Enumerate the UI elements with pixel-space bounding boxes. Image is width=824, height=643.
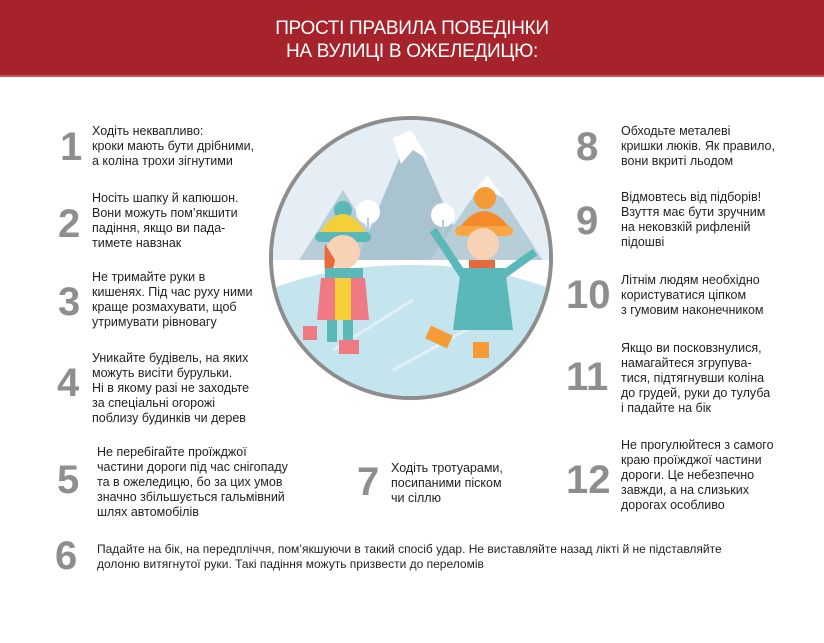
rule-text: Ходіть тротуарами, посипаними піском чи сіллю: [391, 461, 503, 505]
header-banner: [0, 0, 824, 75]
rule-text: Не тримайте руки в кишенях. Під час руху ними краще розмахувати, щоб утримувати рівновагу: [92, 270, 253, 329]
rule-text: Обходьте металеві кришки люків. Як правило, вони вкриті льодом: [621, 124, 775, 168]
rule-number: 7: [357, 460, 380, 504]
rule-text: Носіть шапку й капюшон. Вони можуть пом’якшити падіння, якщо ви пада- тимете навзнак: [92, 191, 239, 250]
rule-number: 11: [566, 355, 609, 399]
rule-text: Не прогулюйтеся з самого краю проїжджої частини дороги. Це небезпечно завжди, а на слизьких дорогах особливо: [621, 438, 774, 512]
rule-text: Уникайте будівель, на яких можуть висіти бурульки. Ні в якому разі не заходьте за спеціальні огорожі поблизу будинків чи дерев: [92, 351, 250, 425]
rule-number: 5: [57, 458, 80, 502]
rule-number: 1: [60, 125, 83, 169]
rule-number: 4: [57, 361, 80, 405]
rule-text: Якщо ви посковзнулися, намагайтеся згрупува- тися, підтягнувши коліна до грудей, руки до тулуба і падайте на бік: [621, 341, 771, 415]
winter-illustration: [269, 116, 553, 400]
rule-text: Падайте на бік, на передпліччя, пом’якшуючи в такий спосіб удар. Не виставляйте назад лікті й не підставляйте долоню витягнутої руки. Такі падіння можуть призвести до переломів: [97, 542, 722, 571]
rule-number: 2: [58, 202, 81, 246]
rule-text: Відмовтесь від підборів! Взуття має бути зручним на нековзкій рифленій підошві: [621, 190, 766, 249]
rule-text: Не перебігайте проїжджої частини дороги під час снігопаду та в ожеледицю, бо за цих умов значно збільшується гальмівний шлях автомобілів: [97, 445, 288, 519]
rule-number: 6: [55, 534, 78, 578]
header-divider: [0, 75, 824, 77]
ice-scene-icon: [273, 120, 549, 396]
rule-number: 12: [566, 458, 611, 502]
rule-text: Ходіть неквапливо: кроки мають бути дрібними, а коліна трохи зігнутими: [92, 124, 255, 168]
rule-number: 9: [576, 199, 599, 243]
page-title-line2: НА ВУЛИЦІ В ОЖЕЛЕДИЦЮ:: [285, 41, 538, 62]
rule-number: 10: [566, 273, 611, 317]
rule-number: 8: [576, 125, 599, 169]
rule-number: 3: [58, 280, 81, 324]
page-title-line1: ПРОСТІ ПРАВИЛА ПОВЕДІНКИ: [275, 18, 549, 39]
rule-text: Літнім людям необхідно користуватися ціпком з гумовим наконечником: [621, 273, 764, 317]
